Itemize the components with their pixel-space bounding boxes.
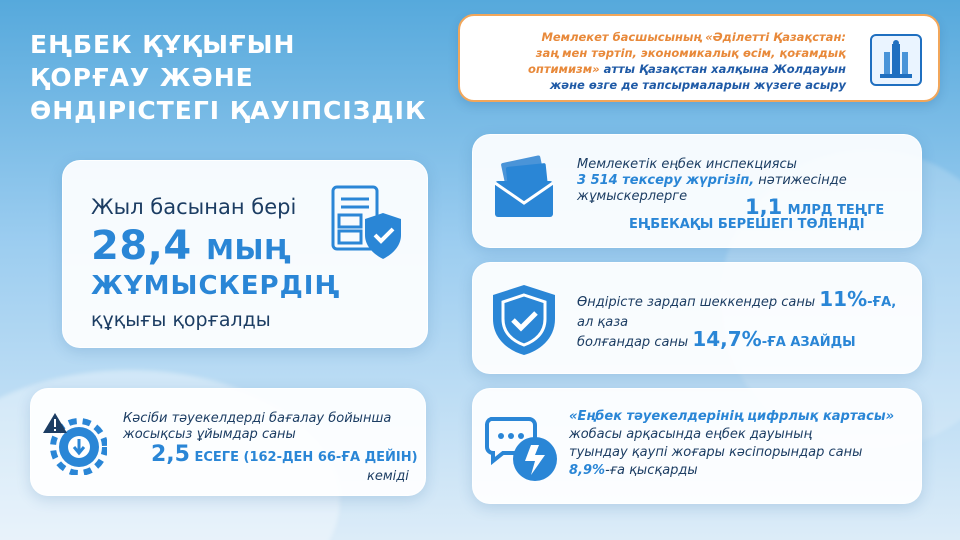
- inspection-amount-unit: МЛРД ТЕҢГЕ: [787, 203, 885, 218]
- banner-line: және өзге де тапсырмаларын жүзеге асыру: [549, 78, 846, 92]
- injury-pct1: 11%: [819, 287, 868, 311]
- title-line: ӨНДІРІСТЕГІ ҚАУІПСІЗДІК: [30, 96, 427, 125]
- map-line: [569, 463, 698, 479]
- injury-pct2: 14,7%: [692, 327, 762, 351]
- title-line: ЕҢБЕК ҚҰҚЫҒЫН: [30, 30, 296, 59]
- banner-line: Мемлекет басшысының «Әділетті Қазақстан:: [541, 30, 846, 44]
- risk-value: 2,5: [151, 442, 190, 467]
- protected-intro: Жыл басынан бері: [91, 195, 297, 219]
- chat-lightning-icon: [485, 409, 563, 487]
- inspection-card: [472, 134, 922, 248]
- protected-unit: МЫҢ: [206, 233, 292, 266]
- message-banner: [458, 14, 940, 102]
- banner-line: атты Қазақстан халқына Жолдауын: [599, 62, 846, 76]
- protected-workers: ЖҰМЫСКЕРДІҢ: [91, 271, 341, 301]
- shield-check-icon: [489, 283, 559, 357]
- gear-warning-icon: [43, 411, 107, 475]
- protected-value: 28,4: [91, 223, 192, 269]
- injury-line: ал қаза: [577, 315, 629, 330]
- risk-line: жосықсыз ұйымдар саны: [123, 427, 296, 442]
- inspection-line: [577, 173, 847, 189]
- map-line: туындау қаупі жоғары кәсіпорындар саны: [569, 445, 863, 460]
- banner-text: [466, 29, 846, 93]
- risk-line: кеміді: [367, 469, 409, 484]
- injury-line: [577, 287, 897, 311]
- page-title: [30, 28, 450, 127]
- map-pct: 8,9%: [569, 463, 606, 478]
- inspection-line: жұмыскерлерге: [577, 189, 688, 204]
- inspection-line-end: нәтижесінде: [754, 173, 847, 188]
- title-line: ҚОРҒАУ ЖӘНЕ: [30, 63, 254, 92]
- injury-pct2-suffix: -ҒА АЗАЙДЫ: [761, 335, 856, 350]
- banner-line: оптимизм»: [527, 62, 600, 76]
- injury-line-text: Өндірісте зардап шеккендер саны: [577, 295, 820, 310]
- map-pct-suffix: -ға қысқарды: [605, 463, 698, 478]
- emblem-icon: [870, 34, 922, 86]
- protected-outro: құқығы қорғалды: [91, 309, 271, 331]
- protected-number: [91, 223, 291, 269]
- map-line: «Еңбек тәуекелдерінің цифрлық картасы»: [569, 409, 895, 424]
- injury-line: [577, 327, 856, 351]
- banner-line: заң мен тәртіп, экономикалық өсім, қоғамдық: [535, 46, 846, 60]
- injury-pct1-suffix: -ҒА,: [867, 295, 897, 310]
- risk-line: Кәсіби тәуекелдерді бағалау бойынша: [123, 411, 392, 426]
- injury-line-text: болғандар саны: [577, 335, 693, 350]
- map-line: жобасы арқасында еңбек дауының: [569, 427, 813, 442]
- digital-map-card: [472, 388, 922, 504]
- risk-value-line: [151, 444, 418, 469]
- inspection-line: Мемлекетік еңбек инспекциясы: [577, 157, 797, 172]
- inspection-amount-value: 1,1: [745, 195, 783, 219]
- envelope-money-icon: [489, 153, 559, 223]
- protected-workers-card: [62, 160, 428, 348]
- risk-value-text: ЕСЕГЕ (162-ДЕН 66-ҒА ДЕЙІН): [189, 450, 418, 465]
- risk-assessment-card: [30, 388, 426, 496]
- injury-card: [472, 262, 922, 374]
- inspection-result: ЕҢБЕКАҚЫ БЕРЕШЕГІ ТӨЛЕНДІ: [629, 217, 865, 232]
- document-shield-icon: [327, 183, 407, 263]
- inspection-checks: 3 514 тексеру жүргізіп,: [577, 173, 755, 188]
